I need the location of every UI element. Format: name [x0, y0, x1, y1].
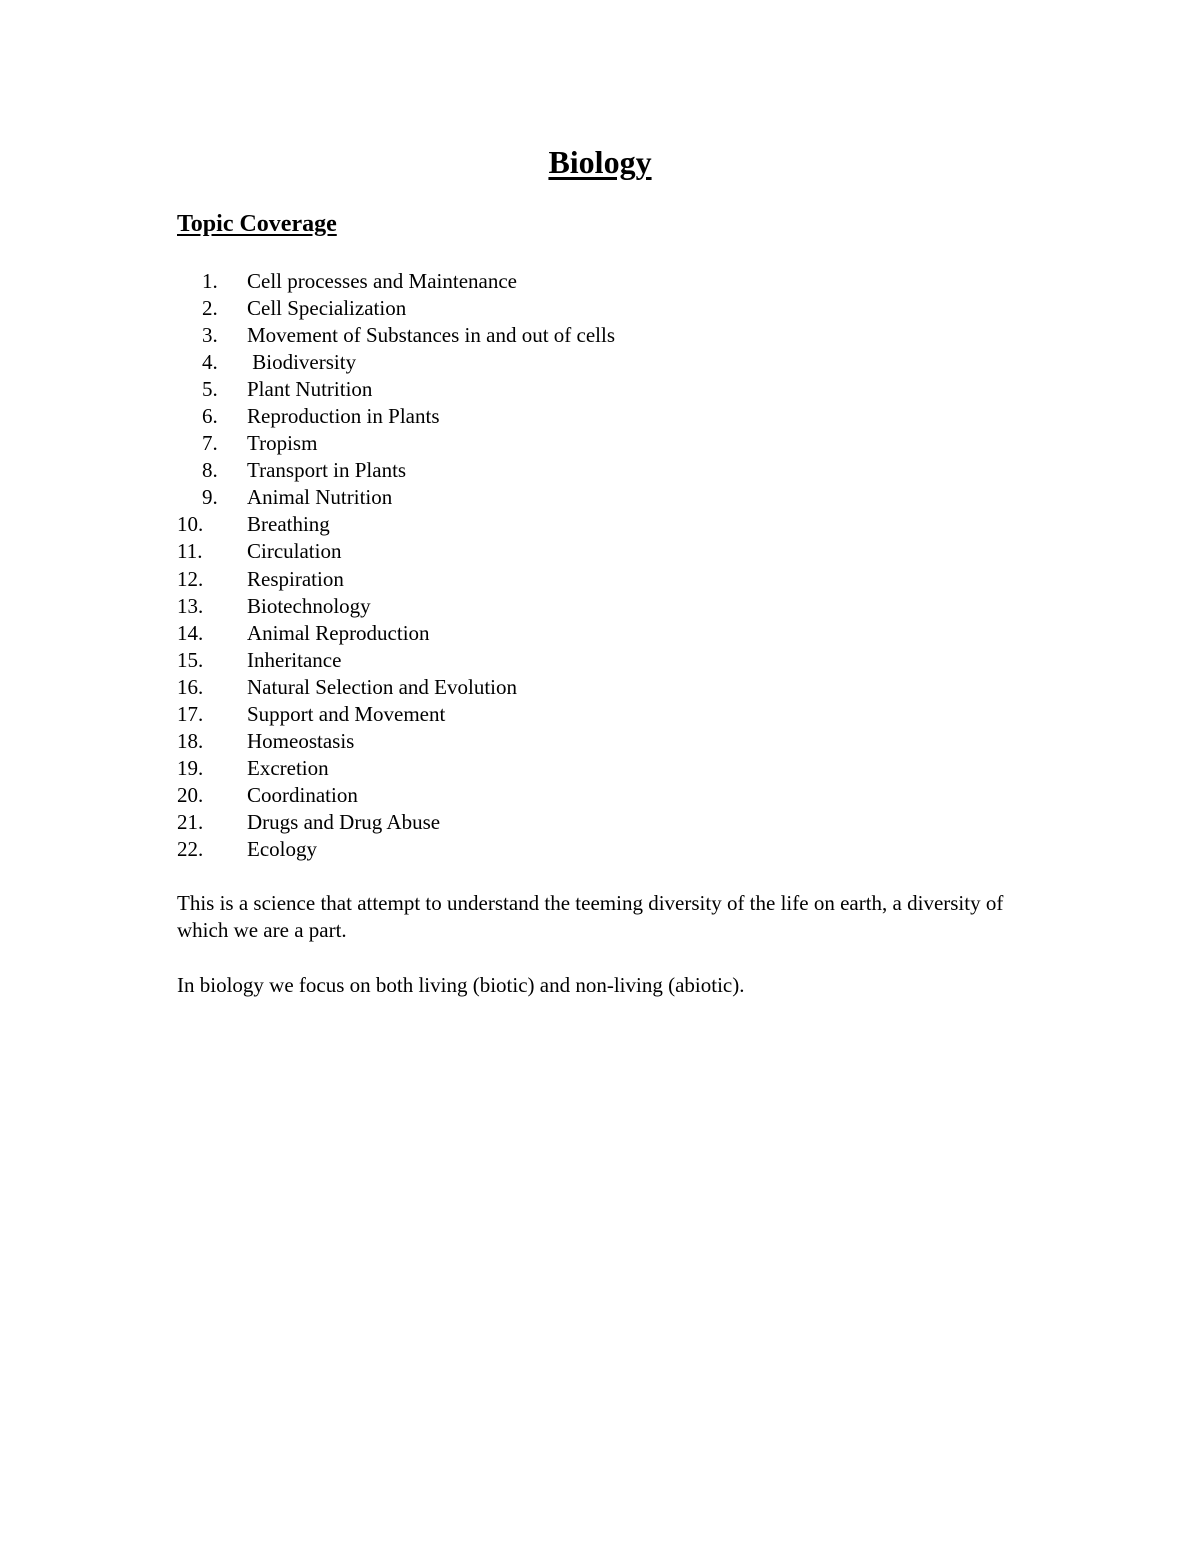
intro-paragraph: This is a science that attempt to understand the teeming diversity of the life on earth, a diversity of which we are a part.: [177, 891, 1004, 942]
list-item-text: Plant Nutrition: [247, 377, 373, 402]
list-item: [177, 268, 615, 295]
list-item-text: Natural Selection and Evolution: [247, 674, 518, 699]
list-item-number: 22.: [177, 836, 204, 861]
page-title: Biology: [548, 144, 652, 180]
list-item-number: 20.: [177, 782, 204, 807]
list-item-text: Respiration: [247, 566, 344, 591]
list-item-text: Animal Nutrition: [247, 485, 393, 510]
list-item-number: 19.: [177, 755, 204, 780]
list-item: [177, 620, 615, 647]
list-item-number: 18.: [177, 728, 204, 753]
list-item: [177, 349, 615, 376]
list-item-number: 9.: [202, 485, 218, 510]
list-item-text: Cell processes and Maintenance: [247, 269, 517, 293]
list-item: [177, 457, 615, 484]
list-item-number: 5.: [202, 377, 218, 402]
list-item-number: 1.: [202, 269, 218, 293]
list-item-text: Biotechnology: [247, 593, 371, 618]
list-item-number: 16.: [177, 674, 204, 699]
list-item-text: Excretion: [247, 755, 329, 780]
list-item: [177, 538, 615, 565]
list-item: [177, 674, 615, 701]
list-item-number: 11.: [177, 539, 203, 564]
list-item-number: 13.: [177, 593, 204, 618]
list-item-number: 3.: [202, 323, 218, 348]
list-item-number: 6.: [202, 404, 218, 429]
list-item-number: 17.: [177, 701, 204, 726]
list-item: [177, 755, 615, 782]
list-item-text: Movement of Substances in and out of cells: [247, 323, 616, 348]
focus-paragraph: In biology we focus on both living (biotic) and non-living (abiotic).: [177, 973, 745, 997]
list-item: [177, 701, 615, 728]
list-item-text: Tropism: [247, 431, 318, 456]
list-item: [177, 376, 615, 403]
list-item-number: 7.: [202, 431, 218, 456]
list-item: [177, 809, 615, 836]
list-item-text: Drugs and Drug Abuse: [247, 809, 441, 834]
list-item-text: Animal Reproduction: [247, 620, 430, 645]
topic-list: [177, 268, 615, 863]
list-item-text: Cell Specialization: [247, 296, 407, 321]
list-item: [177, 566, 615, 593]
list-item: [177, 295, 615, 322]
list-item-text: Homeostasis: [247, 728, 355, 753]
list-item: [177, 403, 615, 430]
list-item-number: 4.: [202, 350, 218, 375]
list-item-text: Circulation: [247, 539, 342, 564]
list-item-number: 12.: [177, 566, 204, 591]
list-item-text: Inheritance: [247, 647, 342, 672]
list-item: [177, 593, 615, 620]
list-item: [177, 511, 615, 538]
list-item: [177, 782, 615, 809]
list-item-number: 14.: [177, 620, 204, 645]
list-item: [177, 430, 615, 457]
list-item-number: 21.: [177, 809, 204, 834]
list-item-text: Ecology: [247, 836, 317, 861]
list-item-text: Coordination: [247, 782, 358, 807]
list-item-number: 10.: [177, 512, 204, 537]
section-heading: Topic Coverage: [177, 211, 337, 237]
list-item: [177, 728, 615, 755]
list-item-text: Reproduction in Plants: [247, 404, 440, 429]
list-item-number: 8.: [202, 458, 218, 483]
list-item: [177, 484, 615, 511]
list-item: [177, 322, 615, 349]
list-item-number: 15.: [177, 647, 204, 672]
list-item: [177, 647, 615, 674]
list-item: [177, 836, 615, 863]
list-item-text: Biodiversity: [247, 350, 357, 375]
list-item-text: Support and Movement: [247, 701, 446, 726]
list-item-text: Breathing: [247, 512, 330, 537]
list-item-text: Transport in Plants: [247, 458, 407, 483]
list-item-number: 2.: [202, 296, 218, 321]
